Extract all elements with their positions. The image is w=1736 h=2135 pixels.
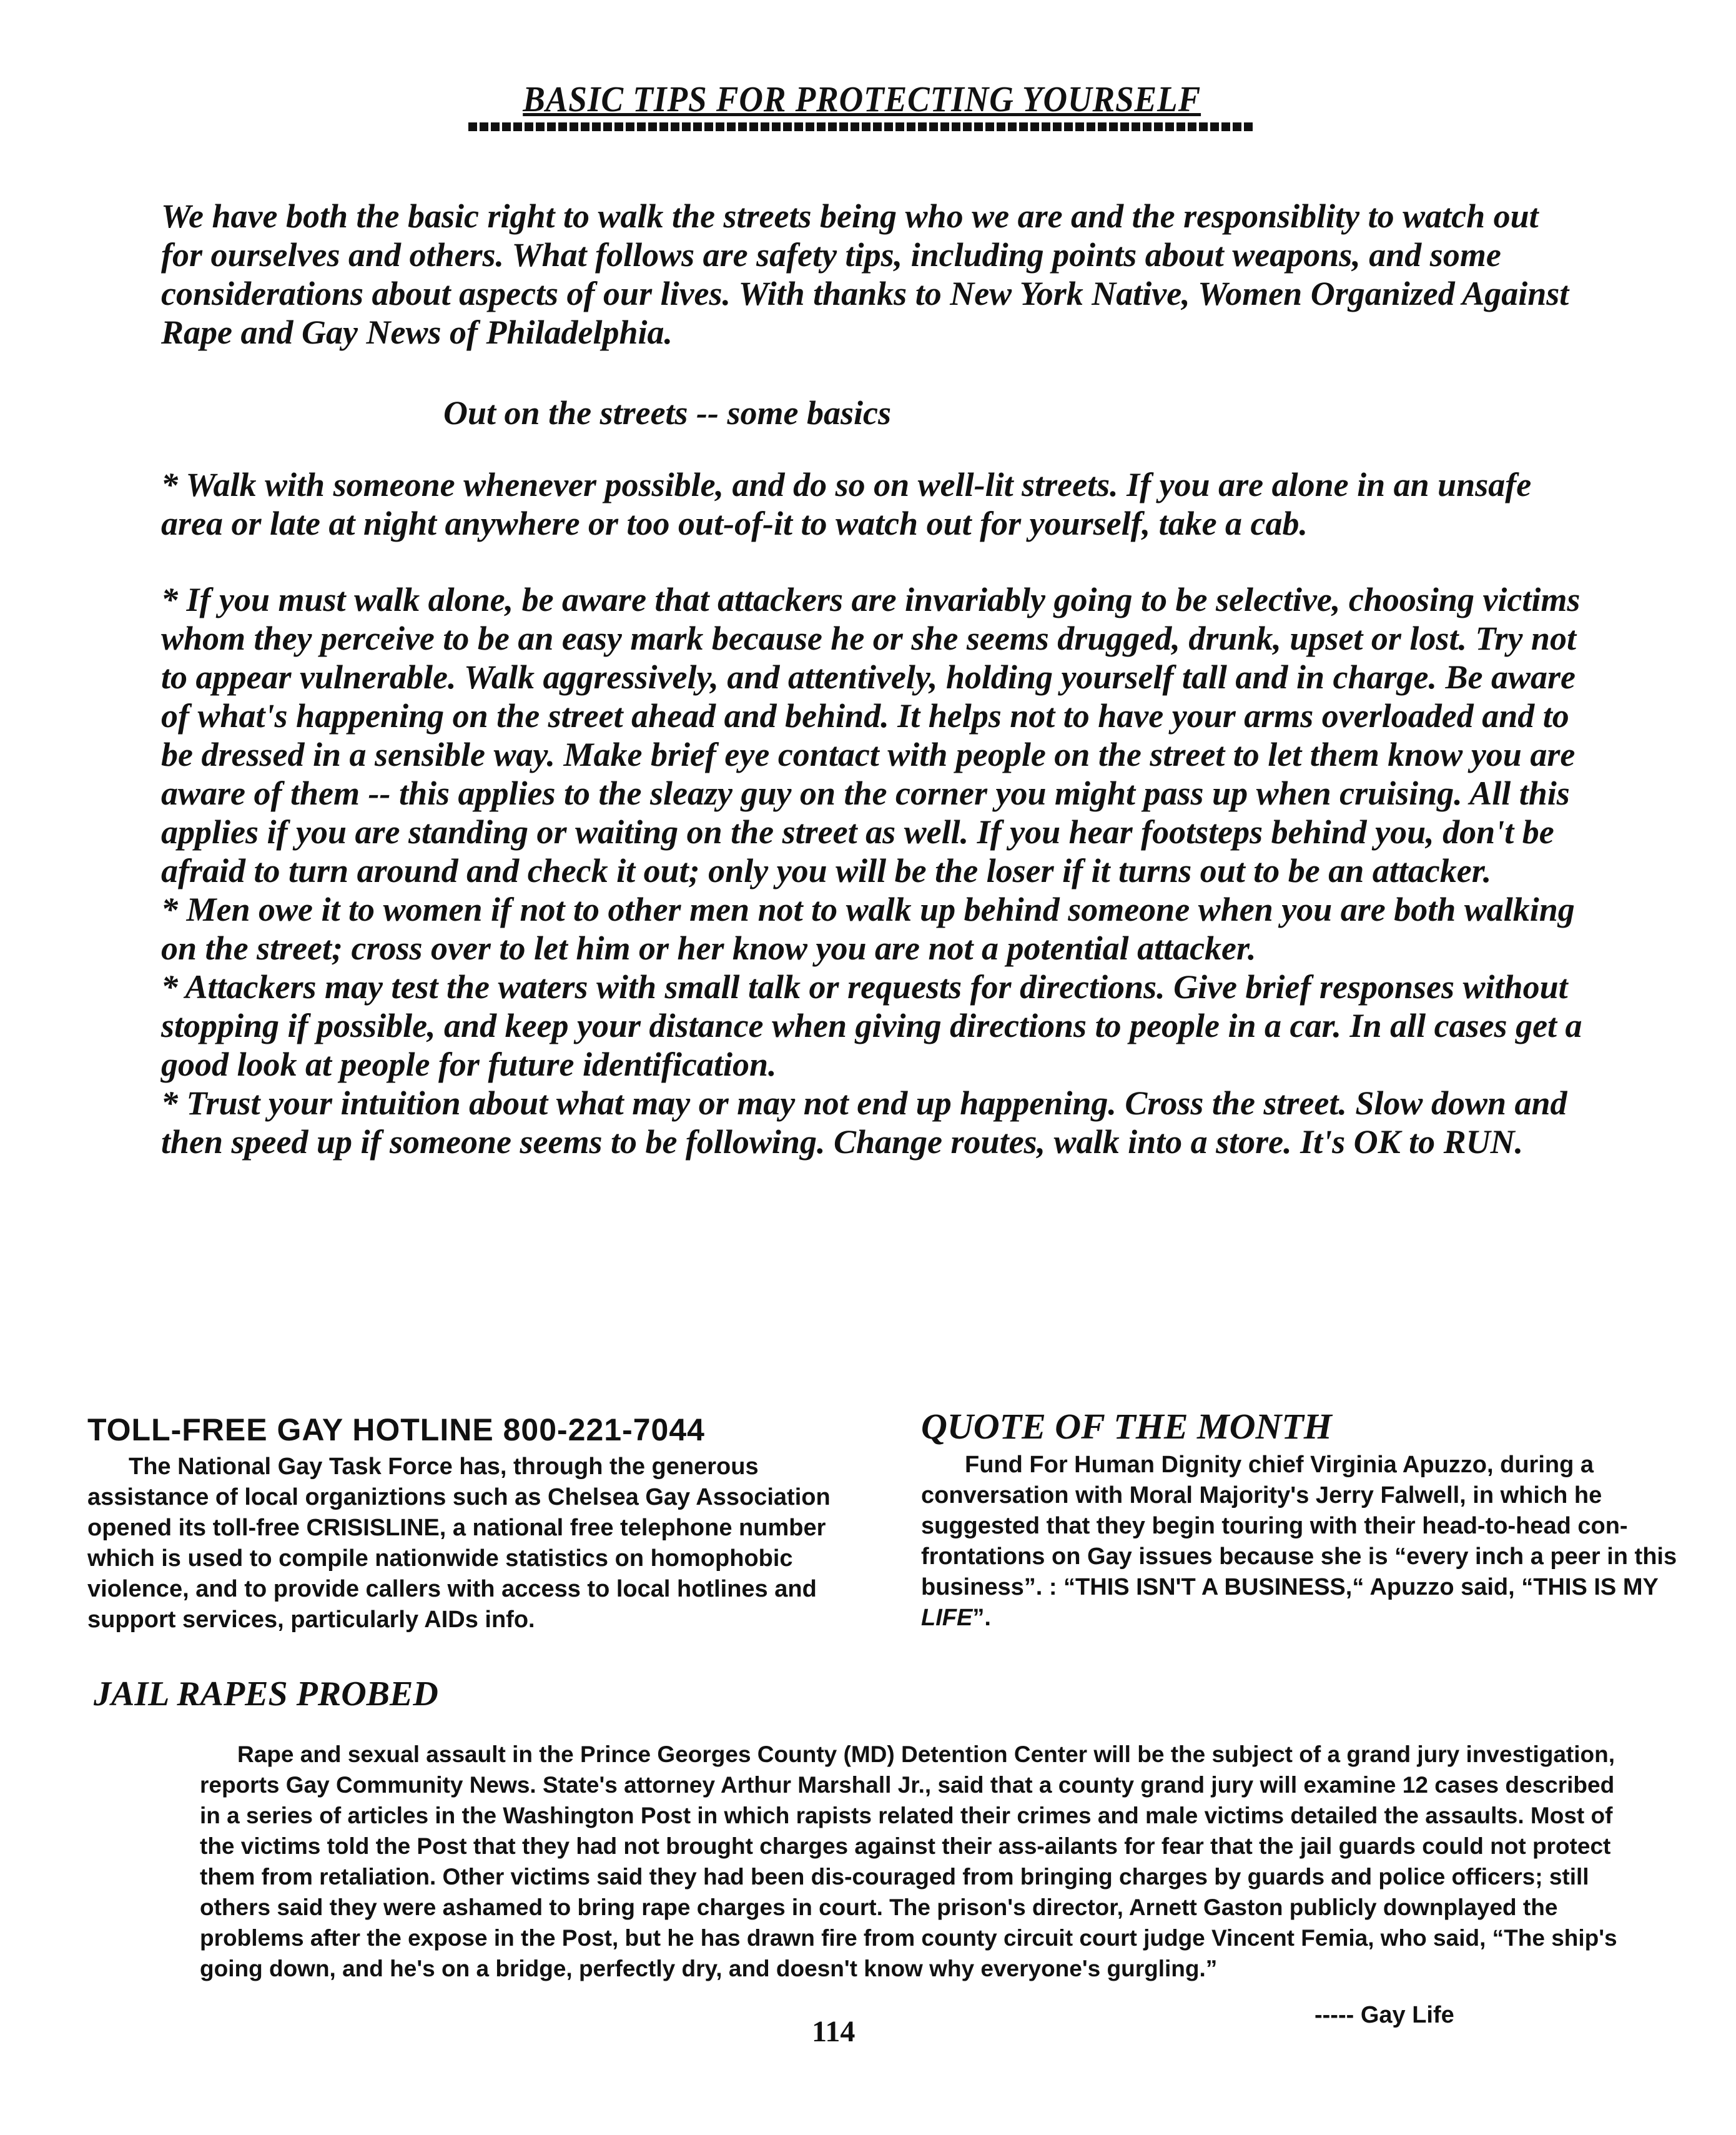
tip-item: * Walk with someone whenever possible, and do so on well-lit streets. If you are alone in an unsafe area or late at night anywhere or too out-of-it to watch out for yourself, take a cab. [161,466,1532,542]
tip-item: * Trust your intuition about what may or may not end up happening. Cross the street. Slow down and then speed up if someone seems to be following. Change routes, walk into a store. It's OK to RUN. [161,1084,1567,1161]
section-subhead: Out on the streets -- some basics [443,394,892,432]
page-title: BASIC TIPS FOR PROTECTING YOURSELF [523,79,1201,119]
quote-body [921,1450,1702,1633]
quote-article [921,1405,1702,1633]
quote-body-italic: LIFE [921,1605,973,1631]
tip-item: * Attackers may test the waters with small talk or requests for directions. Give brief responses without stopping if possible, and keep your distance when giving directions to people in a car. In all cases get a good look at people for future identification. [161,968,1582,1083]
tip-item: * If you must walk alone, be aware that attackers are invariably going to be selective, choosing victims whom they perceive to be an easy mark because he or she seems drugged, drunk, upset or lost. Try not to appear vulnerable. Walk aggressively, and attentively, holding yourself tall and in charge. Be aware of what's happening on the street ahead and behind. It helps not to have your arms overloaded and to be dressed in a sensible way. Make brief eye contact with people on the street to let them know you are aware of them -- this applies to the sleazy guy on the corner you might pass up when cruising. All this applies if you are standing or waiting on the street as well. If you hear footsteps behind you, don't be afraid to turn around and check it out; only you will be the loser if it turns out to be an attacker. [161,581,1581,889]
jail-body: Rape and sexual assault in the Prince Georges County (MD) Detention Center will be the subject of a grand jury investigation, reports Gay Community News. State's attorney Arthur Marshall Jr., said that a county grand jury will examine 12 cases described in a series of articles in the Washington Post in which rapists related their crimes and male victims detailed the assaults. Most of the victims told the Post that they had not brought charges against their ass-ailants for fear that the jail guards could not protect them from retaliation. Other victims said they had been dis-couraged from bringing charges by guards and police officers; still others said they were ashamed to bring rape charges in court. The prison's director, Arnett Gaston publicly downplayed the problems after the expose in the Post, but he has drawn fire from county circuit court judge Vincent Femia, who said, “The ship's going down, and he's on a bridge, perfectly dry, and doesn't know why everyone's gurgling.” [200,1741,1617,1981]
intro-paragraph: We have both the basic right to walk the streets being who we are and the responsiblity to watch out for ourselves and others. What follows are safety tips, including points about weapons, and some considerations about aspects of our lives. With thanks to New York Native, Women Organized Against Rape and Gay News of Philadelphia. [161,197,1569,351]
hotline-body: The National Gay Task Force has, through the generous assistance of local organiztions such as Chelsea Gay Association opened its toll-free CRISISLINE, a national free telephone number which is used to compile nationwide statistics on homophobic violence, and to provide callers with access to local hotlines and support services, particularly AIDs info. [87,1454,831,1633]
title-underline-rule [468,122,1255,131]
quote-body-end: ”. [972,1605,991,1631]
tip-item: * Men owe it to women if not to other men not to walk up behind someone when you are both walking on the street; cross over to let him or her know you are not a potential attacker. [161,891,1575,967]
tips-list [161,465,1597,1161]
hotline-heading: TOLL-FREE GAY HOTLINE 800-221-7044 [87,1412,705,1447]
jail-heading: JAIL RAPES PROBED [94,1675,438,1713]
quote-heading: QUOTE OF THE MONTH [921,1406,1332,1447]
page-header [462,78,1261,131]
article-source: ----- Gay Life [1314,2002,1454,2028]
jail-article [94,1674,1655,1984]
quote-body-text: Fund For Human Dignity chief Virginia Apuzzo, during a conversation with Moral Majority's Jerry Falwell, in which he suggested that they begin touring with their head-to-head con-frontations on Gay issues because she is “every inch a peer in this business”. : “THIS ISN'T A BUSINESS,“ Apuzzo said, “THIS IS MY [921,1452,1677,1600]
hotline-article [87,1412,874,1635]
page-number: 114 [812,2015,856,2048]
